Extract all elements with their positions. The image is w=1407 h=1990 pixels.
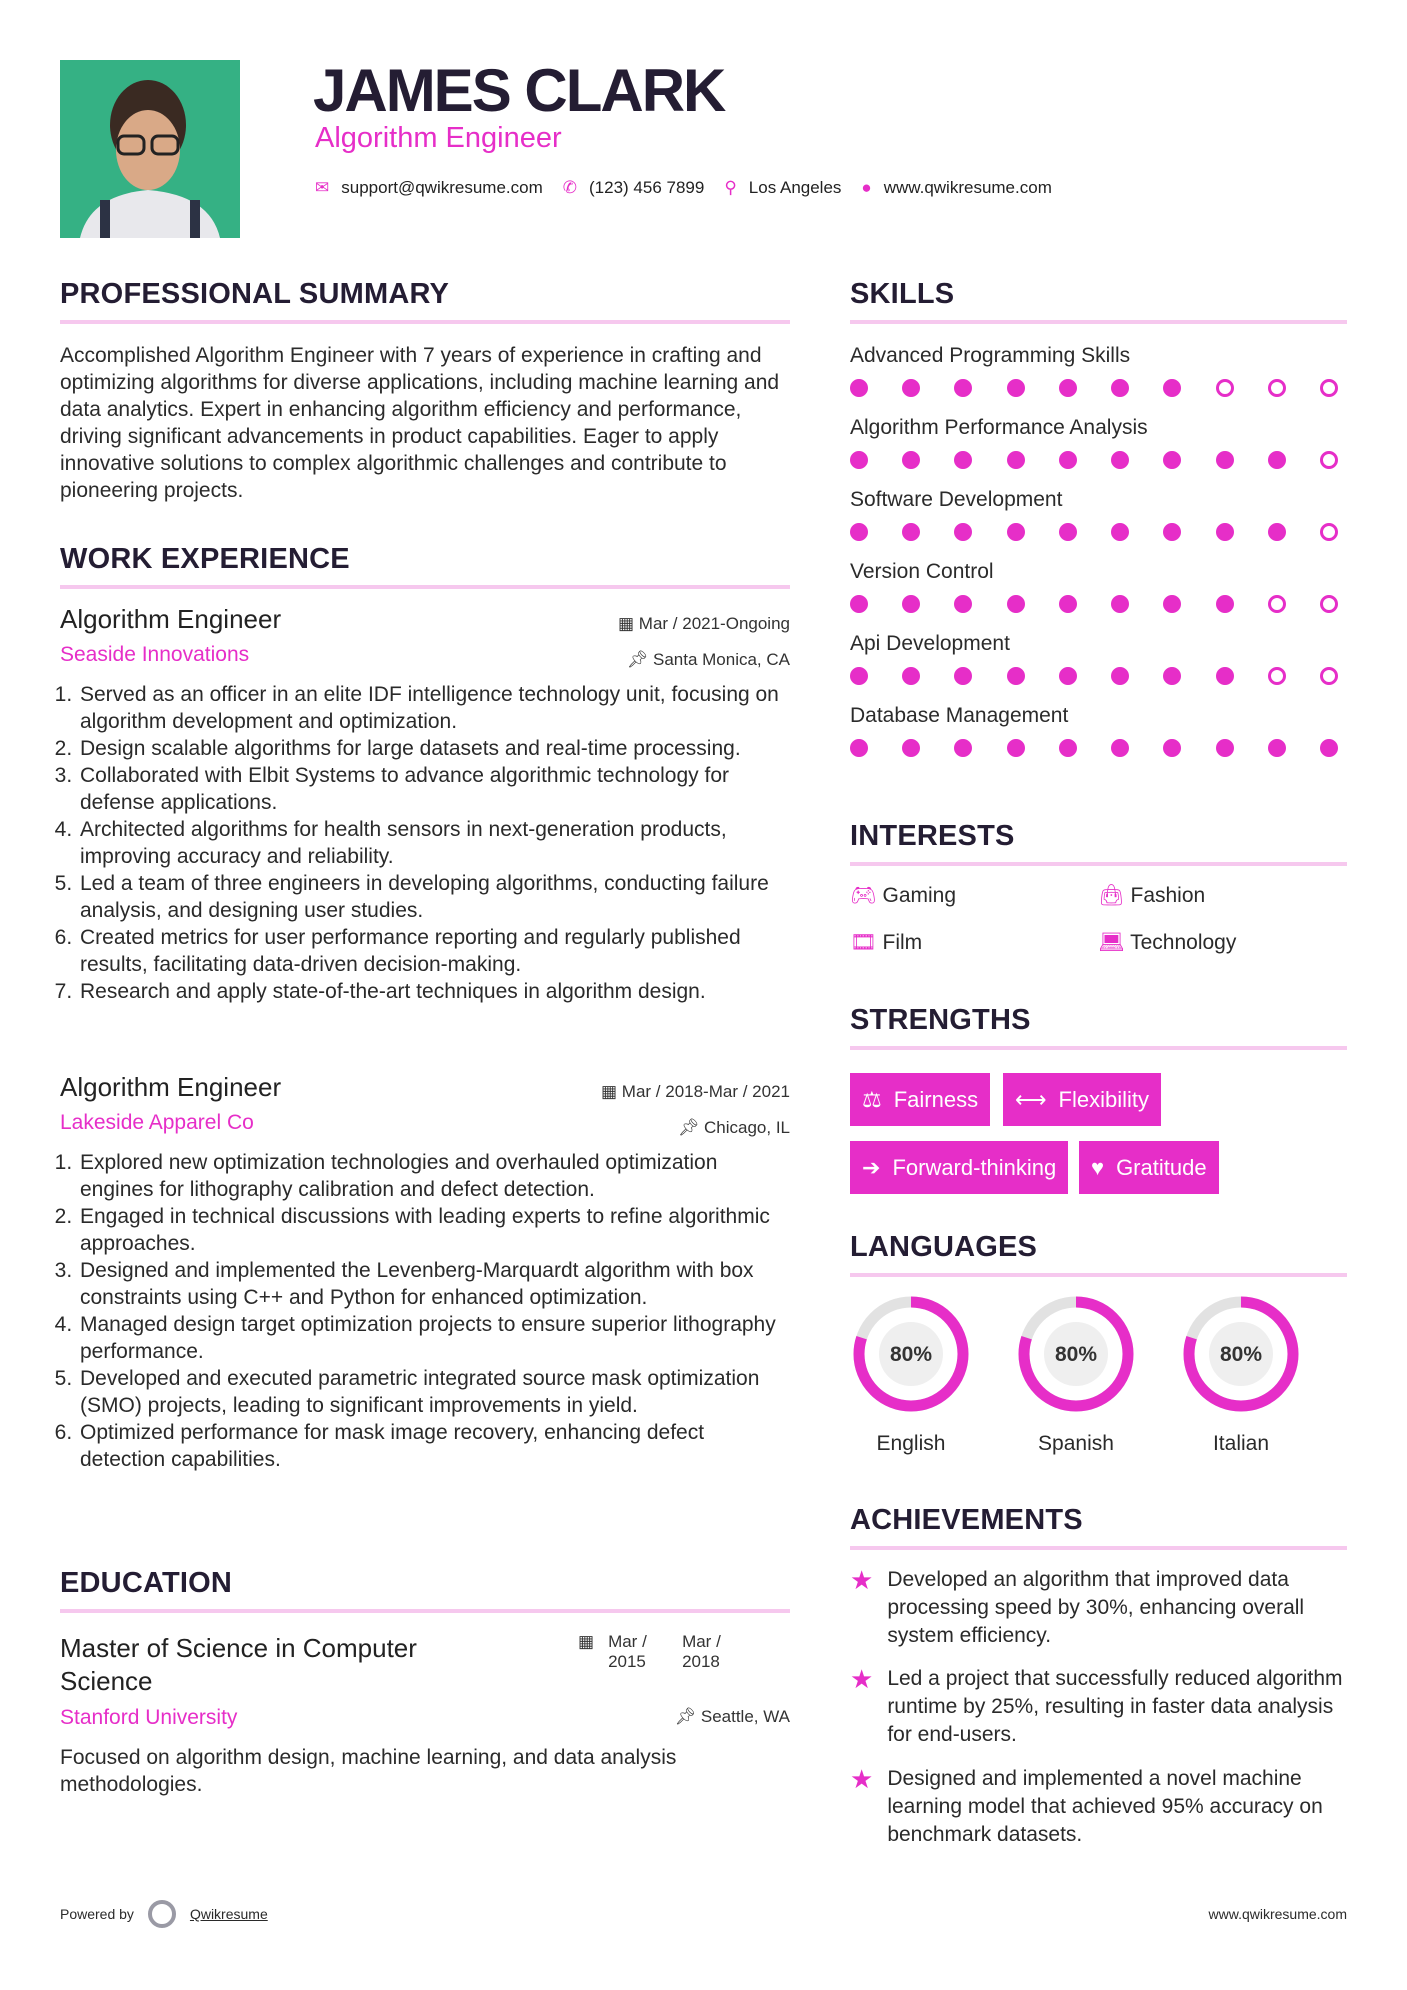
strength-forward-thinking: ➔ Forward-thinking [850,1141,1068,1194]
rating-dot [954,523,972,541]
rating-dot [1059,523,1077,541]
rating-dot [1216,595,1234,613]
language-progress-ring [1180,1293,1302,1415]
arrow-right-icon: ➔ [862,1154,881,1180]
languages-heading: LANGUAGES [850,1231,1038,1263]
interest-technology: 💻︎ Technology [1098,931,1237,954]
job-duties [60,1149,790,1473]
education-location: 📌︎ Seattle, WA [674,1707,790,1726]
rating-dot [850,523,868,541]
job-company: Seaside Innovations [60,643,250,666]
calendar-icon: ▦ [618,614,639,633]
education-dates: ▦ Mar / 2015 Mar / 2018 [578,1632,721,1671]
rating-dot [954,595,972,613]
qwikresume-link[interactable]: Qwikresume [189,1906,268,1922]
language-name: English [876,1432,946,1455]
rating-dot [1268,451,1286,469]
rating-dot [850,451,868,469]
job-location: 📌︎ Chicago, IL [677,1118,790,1137]
rating-dot [954,667,972,685]
achievement-item: ★ Designed and implemented a novel machine learning model that achieved 95% accuracy on benchmark datasets. [850,1765,1350,1849]
arrows-horizontal-icon: ⟷ [1015,1086,1047,1112]
rating-dot [1111,667,1129,685]
rating-dot [1111,451,1129,469]
education-heading: EDUCATION [60,1567,233,1599]
rating-dot [1007,595,1025,613]
scale-icon: ⚖ [862,1086,882,1112]
language-name: Italian [1212,1432,1270,1455]
calendar-icon: ▦ [601,1082,622,1101]
contact-email[interactable]: support@qwikresume.com [341,178,543,197]
rating-dot [1059,451,1077,469]
rating-dot [1163,379,1181,397]
duty-item: 6. Optimized performance for mask image recovery, enhancing defect detection capabilities. [78,1419,790,1473]
pin-icon: 📌︎ [674,1707,701,1726]
skill-name: Software Development [850,488,1063,511]
rating-dot [1059,739,1077,757]
achievement-item: ★ Developed an algorithm that improved data processing speed by 30%, enhancing overall system efficiency. [850,1566,1350,1650]
summary-rule [60,320,790,324]
rating-dot [1111,739,1129,757]
job-dates: ▦ Mar / 2021-Ongoing [618,614,790,633]
candidate-title: Algorithm Engineer [315,122,562,154]
language-percent: 80% [889,1343,933,1366]
language-name: Spanish [1038,1432,1114,1455]
skill-rating [850,379,1338,397]
rating-dot [1320,739,1338,757]
rating-dot [1059,595,1077,613]
summary-heading: PROFESSIONAL SUMMARY [60,278,450,310]
globe-icon: ● [861,178,872,197]
job-company: Lakeside Apparel Co [60,1111,254,1134]
work-heading: WORK EXPERIENCE [60,543,350,575]
language-percent: 80% [1054,1343,1098,1366]
job-title: Algorithm Engineer [60,1072,282,1102]
language-progress-ring [850,1293,972,1415]
contact-bar [315,178,1052,198]
duty-item: 4. Architected algorithms for health sensors in next-generation products, improving accuracy and reliability. [78,816,790,870]
map-pin-icon: ⚲ [724,178,737,197]
contact-website[interactable]: www.qwikresume.com [883,178,1052,197]
skill-rating [850,523,1338,541]
skill-item [850,342,1338,397]
language-item [850,1293,972,1456]
gamepad-icon: 🎮︎ [850,884,883,907]
skills-heading: SKILLS [850,278,955,310]
duty-item: 4. Managed design target optimization projects to ensure superior lithography performance. [78,1311,790,1365]
degree-title: Master of Science in Computer Science [60,1633,417,1696]
contact-location: Los Angeles [748,178,842,197]
skill-rating [850,739,1338,757]
rating-dot [1007,523,1025,541]
rating-dot [1163,523,1181,541]
rating-dot [954,451,972,469]
rating-dot [1216,667,1234,685]
interests-rule [850,862,1347,866]
phone-icon: ✆ [562,178,577,197]
strength-fairness: ⚖ Fairness [850,1073,990,1126]
summary-text: Accomplished Algorithm Engineer with 7 years of experience in crafting and optimizing algorithms for diverse applications, including machine learning and data analytics. Expert in enhancing algorithm efficiency and performance, driving significant advancements in product capabilities. Eager to apply innovative solutions to complex algorithmic challenges and contribute to pioneering projects. [60,344,780,502]
rating-dot [1320,667,1338,685]
language-percent: 80% [1219,1343,1263,1366]
rating-dot [1268,667,1286,685]
skill-rating [850,667,1338,685]
interests-heading: INTERESTS [850,820,1015,852]
interest-fashion: 👜︎ Fashion [1098,884,1206,907]
rating-dot [1320,451,1338,469]
star-icon: ★ [850,1664,874,1694]
strengths-heading: STRENGTHS [850,1004,1031,1036]
skill-item [850,486,1338,541]
duty-item: 5. Led a team of three engineers in developing algorithms, conducting failure analysis, and designing user studies. [78,870,790,924]
duty-item: 2. Engaged in technical discussions with leading experts to refine algorithmic approaches. [78,1203,790,1257]
skill-item [850,414,1338,469]
rating-dot [1268,523,1286,541]
language-progress-ring [1015,1293,1137,1415]
achievements-heading: ACHIEVEMENTS [850,1504,1083,1536]
rating-dot [1268,379,1286,397]
job-entry [60,604,790,1005]
rating-dot [902,379,920,397]
job-dates: ▦ Mar / 2018-Mar / 2021 [601,1082,790,1101]
job-entry [60,1072,790,1473]
rating-dot [902,523,920,541]
skill-name: Api Development [850,632,1010,655]
skill-name: Database Management [850,704,1069,727]
calendar-icon: ▦ [578,1632,595,1651]
skill-name: Algorithm Performance Analysis [850,416,1148,439]
school-name: Stanford University [60,1706,238,1729]
rating-dot [954,379,972,397]
strengths-rule [850,1046,1347,1050]
rating-dot [1268,739,1286,757]
qwikresume-logo-icon [148,1900,176,1928]
rating-dot [1268,595,1286,613]
contact-phone: (123) 456 7899 [589,178,705,197]
rating-dot [1163,739,1181,757]
duty-item: 7. Research and apply state-of-the-art techniques in algorithm design. [78,978,790,1005]
pin-icon: 📌︎ [626,650,653,669]
achievement-item: ★ Led a project that successfully reduced algorithm runtime by 25%, resulting in faster data analysis for end-users. [850,1665,1350,1749]
skill-item [850,630,1338,685]
duty-item: 1. Served as an officer in an elite IDF intelligence technology unit, focusing on algorithm development and optimization. [78,681,790,735]
rating-dot [1320,595,1338,613]
footer-site[interactable]: www.qwikresume.com [1208,1906,1347,1922]
education-description: Focused on algorithm design, machine learning, and data analysis methodologies. [60,1746,677,1796]
duty-item: 1. Explored new optimization technologies and overhauled optimization engines for lithography calibration and defect detection. [78,1149,790,1203]
rating-dot [1163,595,1181,613]
job-duties [60,681,790,1005]
rating-dot [1163,667,1181,685]
skill-rating [850,595,1338,613]
rating-dot [1007,739,1025,757]
rating-dot [1111,379,1129,397]
skills-list [850,342,1338,774]
rating-dot [1320,379,1338,397]
profile-photo [60,60,240,238]
skill-item [850,558,1338,613]
shopping-bag-icon: 👜︎ [1098,884,1131,907]
skill-name: Version Control [850,560,994,583]
rating-dot [1007,667,1025,685]
rating-dot [902,667,920,685]
pin-icon: 📌︎ [677,1118,704,1137]
duty-item: 6. Created metrics for user performance reporting and regularly published results, facilitating data-driven decision-making. [78,924,790,978]
rating-dot [1216,379,1234,397]
rating-dot [1216,451,1234,469]
rating-dot [850,739,868,757]
rating-dot [1320,523,1338,541]
duty-item: 3. Collaborated with Elbit Systems to advance algorithmic technology for defense applications. [78,762,790,816]
heart-icon: ♥ [1091,1154,1105,1180]
language-item [1180,1293,1302,1456]
rating-dot [1216,523,1234,541]
job-location: 📌︎ Santa Monica, CA [626,650,790,669]
candidate-name: JAMES CLARK [313,57,725,124]
rating-dot [1059,379,1077,397]
skills-rule [850,320,1347,324]
rating-dot [1111,595,1129,613]
rating-dot [850,379,868,397]
skill-name: Advanced Programming Skills [850,344,1131,367]
envelope-icon: ✉ [315,178,330,197]
interest-gaming: 🎮︎ Gaming [850,884,957,907]
rating-dot [1007,379,1025,397]
rating-dot [1216,739,1234,757]
rating-dot [902,739,920,757]
duty-item: 3. Designed and implemented the Levenberg-Marquardt algorithm with box constraints using C++ and Python for enhanced optimization. [78,1257,790,1311]
film-icon: 🎞︎ [850,931,883,954]
rating-dot [1059,667,1077,685]
rating-dot [1007,451,1025,469]
languages-rule [850,1273,1347,1277]
rating-dot [1163,451,1181,469]
language-item [1015,1293,1137,1456]
rating-dot [902,451,920,469]
job-title: Algorithm Engineer [60,604,282,634]
footer-powered: Powered by Qwikresume [60,1900,268,1928]
education-rule [60,1609,790,1613]
star-icon: ★ [850,1565,874,1595]
rating-dot [850,667,868,685]
duty-item: 5. Developed and executed parametric integrated source mask optimization (SMO) projects, leading to significant improvements in yield. [78,1365,790,1419]
duty-item: 2. Design scalable algorithms for large datasets and real-time processing. [78,735,790,762]
skill-rating [850,451,1338,469]
skill-item [850,702,1338,757]
strength-gratitude: ♥ Gratitude [1079,1141,1219,1194]
work-rule [60,585,790,589]
star-icon: ★ [850,1764,874,1794]
rating-dot [902,595,920,613]
interest-film: 🎞︎ Film [850,931,923,954]
achievements-rule [850,1546,1347,1550]
rating-dot [1111,523,1129,541]
strength-flexibility: ⟷ Flexibility [1003,1073,1161,1126]
laptop-icon: 💻︎ [1098,931,1131,954]
rating-dot [850,595,868,613]
rating-dot [954,739,972,757]
